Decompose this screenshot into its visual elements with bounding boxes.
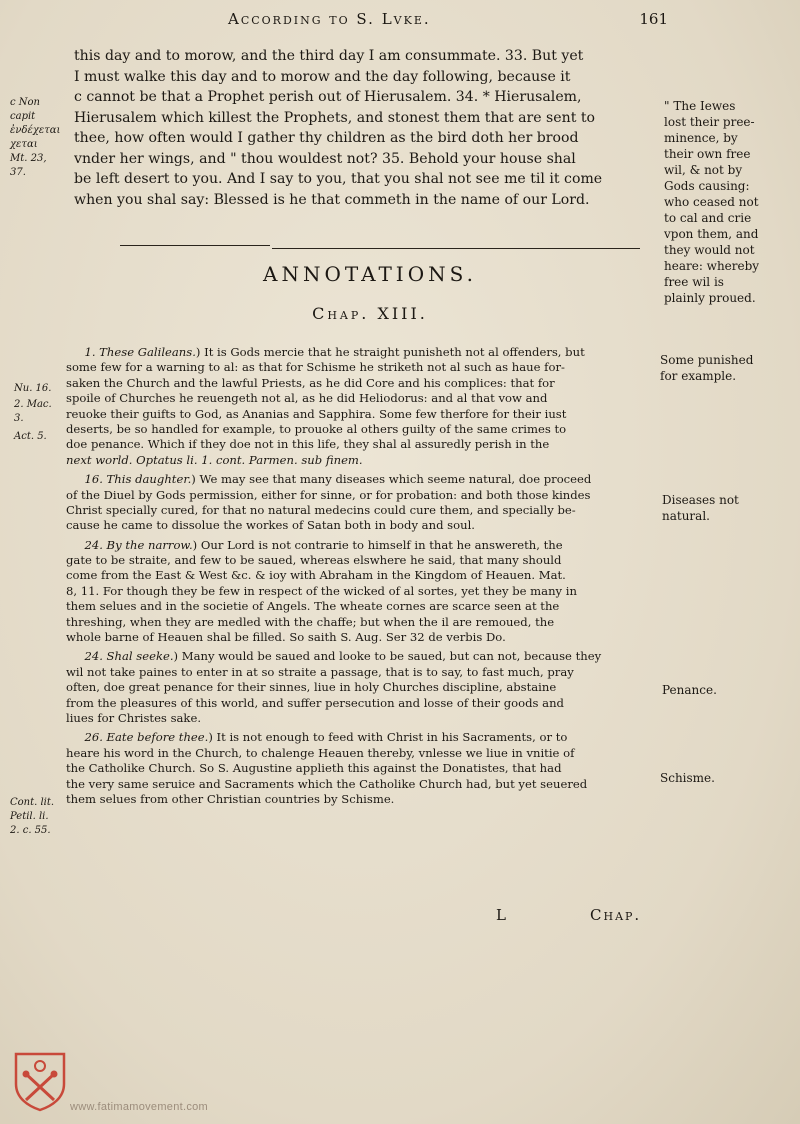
rule-left (120, 245, 270, 246)
text-line: when you shal say: Blessed is he that commeth in the name of our Lord. (74, 191, 590, 208)
note-line: threshing, when they are medled with the chaffe; but when the il are remoued, the (66, 614, 555, 629)
note-label: 26. Eate before thee. (84, 730, 209, 745)
note-line: gate to be straite, and few to be saued, whereas elswhere he said, that many should (66, 553, 562, 568)
note-line: often, doe great penance for their sinnes, liue in holy Churches discipline, abstaine (66, 680, 557, 695)
text-line: thee, how often would I gather thy children as the bird doth her brood (74, 130, 579, 146)
margin-line: natural. (662, 509, 710, 523)
text-line: vnder her wings, and " thou wouldest not? 35. Behold your house shal (74, 150, 576, 167)
margin-line: χεται (10, 139, 38, 150)
note-line: some few for a warning to al: as that for Schisme he striketh not al such as haue for- (66, 360, 565, 375)
page-number: 161 (639, 10, 668, 28)
margin-line: Diseases not (662, 493, 739, 507)
margin-line: capit (10, 111, 36, 122)
note-line: liues for Christes sake. (66, 710, 202, 725)
margin-line: lost their pree- (664, 115, 755, 129)
margin-line: heare: whereby (664, 259, 760, 273)
margin-line: Petil. li. (10, 811, 49, 822)
margin-line: minence, by (664, 131, 738, 145)
right-gloss-diseases (662, 492, 739, 524)
margin-line: plainly proued. (664, 291, 756, 305)
margin-line: their own free (664, 147, 751, 161)
text-line: this day and to morow, and the third day I am consummate. 33. But yet (74, 48, 584, 64)
note-text: ) We may see that many diseases which seeme natural, doe proceed (191, 472, 592, 487)
text-line: be left desert to you. And I say to you, that you shal not see me til it come (74, 171, 603, 187)
note-line: 8, 11. For though they be few in respect of the wicked of al sortes, yet they be many in (66, 583, 577, 598)
note-label: 1. These Galileans. (84, 345, 196, 359)
running-head (228, 8, 668, 34)
text-line: Hierusalem which killest the Prophets, and stonest them that are sent to (74, 109, 595, 126)
annotations-body (66, 345, 666, 807)
note-line: heare his word in the Church, to chalenge Heauen thereby, vnlesse we liue in vnitie of (66, 745, 575, 760)
note-line (66, 730, 666, 745)
note-line: next world. Optatus li. 1. cont. Parmen. sub finem. (66, 452, 363, 467)
note-line: them selues from other Christian countries by Schisme. (66, 791, 395, 806)
margin-line: to cal and crie (664, 211, 752, 225)
note-line: spoile of Churches he reuengeth not al, as he did Heliodorus: and al that vow and (66, 391, 548, 406)
note-label: 24. By the narrow. (84, 537, 193, 552)
margin-line: Some punished (660, 353, 754, 367)
margin-line: 3. (14, 413, 24, 424)
note-line: come from the East & West &c. & ioy with Abraham in the Kingdom of Heauen. Mat. (66, 568, 566, 583)
margin-line: wil, & not by (664, 163, 743, 177)
margin-line: 2. Mac. (14, 399, 52, 410)
left-margin-ref-numbers (14, 382, 51, 396)
note-text: ) Our Lord is not contrarie to himself in that he answereth, the (192, 537, 563, 552)
margin-line: they would not (664, 243, 755, 257)
note-line: doe penance. Which if they doe not in this life, they shal al assuredly perish in the (66, 437, 550, 452)
note-text: ) Many would be saued and looke to be saued, but can not, because they (173, 649, 602, 664)
annotations-heading: ANNOTATIONS. (263, 262, 477, 286)
note-line: whole barne of Heauen shal be filled. So saith S. Aug. Ser 32 de verbis Do. (66, 630, 506, 645)
margin-line: Cont. lit. (10, 797, 55, 808)
margin-line: Act. 5. (14, 431, 47, 442)
running-title: According to S. Lvke. (228, 10, 431, 28)
note-line: saken the Church and the lawful Priests, as he did Core and his complices: that for (66, 375, 555, 390)
right-gloss-some-punished (660, 352, 753, 384)
margin-line: Gods causing: (664, 179, 750, 193)
note-line: from the pleasures of this world, and suffer persecution and losse of their goods and (66, 695, 564, 710)
left-margin-reference (10, 96, 60, 180)
margin-line: ἐνδέχεται (10, 125, 61, 136)
margin-line: vpon them, and (664, 227, 759, 241)
left-margin-ref-augustine (10, 796, 54, 838)
papal-keys-shield-icon (12, 1050, 68, 1112)
chapter-heading: Chap. XIII. (312, 304, 428, 323)
rule-right (272, 248, 640, 249)
signature-mark: L (496, 906, 508, 924)
note-text: ) It is Gods mercie that he straight punisheth not al offenders, but (195, 345, 585, 359)
note-line: wil not take paines to enter in at so straite a passage, that is to say, to fast much, pray (66, 664, 574, 679)
note-line: reuoke their guifts to God, as Ananias and Sapphira. Some few therfore for their iust (66, 406, 567, 421)
margin-line: " The Iewes (664, 99, 736, 113)
note-line (66, 538, 666, 553)
note-label: 24. Shal seeke. (84, 649, 174, 664)
note-line: cause he came to dissolue the workes of Satan both in body and soul. (66, 518, 475, 533)
margin-line: Penance. (662, 683, 717, 697)
note-label: 16. This daughter. (84, 472, 192, 487)
margin-line: Nu. 16. (14, 383, 52, 394)
left-margin-ref-maccabees (14, 398, 52, 426)
note-text: ) It is not enough to feed with Christ in his Sacraments, or to (208, 730, 568, 745)
text-line: c cannot be that a Prophet perish out of Hierusalem. 34. * Hierusalem, (74, 89, 582, 105)
margin-line: Schisme. (660, 771, 715, 785)
right-gloss-schisme (660, 770, 715, 786)
margin-line: for example. (660, 369, 737, 383)
text-line: I must walke this day and to morow and the day following, because it (74, 68, 571, 85)
left-margin-ref-acts (14, 430, 47, 444)
margin-line: c Non (10, 97, 40, 108)
margin-line: free wil is (664, 275, 724, 289)
margin-line: 2. c. 55. (10, 825, 51, 836)
note-line: the very same seruice and Sacraments which the Catholike Church had, but yet seuered (66, 776, 588, 791)
note-line: Christ specially cured, for that no natural medecins could cure them, and specially be- (66, 502, 576, 517)
note-line: of the Diuel by Gods permission, either for sinne, or for probation: and both those kindes (66, 487, 591, 502)
note-line: deserts, be so handled for example, to prouoke al others guilty of the same crimes to (66, 421, 567, 436)
note-line (66, 649, 666, 664)
note-line (66, 472, 666, 487)
note-line (66, 345, 666, 360)
watermark-text: www.fatimamovement.com (70, 1101, 209, 1113)
margin-line: 37. (10, 167, 26, 178)
margin-line: Mt. 23, (10, 153, 47, 164)
margin-line: who ceased not (664, 195, 759, 209)
catchword: Chap. (590, 906, 642, 924)
right-margin-gloss (664, 98, 759, 306)
scripture-text (74, 46, 664, 210)
note-line: them selues and in the societie of Angels. The wheate cornes are scarce seen at the (66, 599, 560, 614)
right-gloss-penance (662, 682, 717, 698)
note-line: the Catholike Church. So S. Augustine applieth this against the Donatistes, that had (66, 761, 562, 776)
